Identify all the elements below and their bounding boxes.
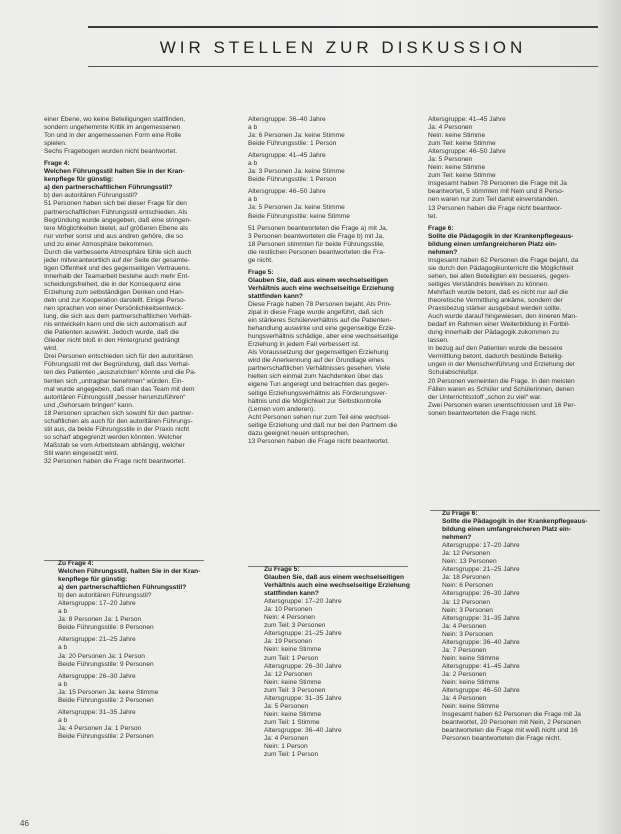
- text-line: Verhältnis auch eine wechselseitige Erziehung: [264, 582, 410, 590]
- text-line: Nein: 13 Personen: [442, 558, 497, 566]
- text-line: Praxisbezug stärker ausgebaut werden sollte.: [428, 305, 562, 313]
- text-line: Ja: 10 Personen: [264, 606, 313, 614]
- text-line: behandlung auswirke und eine gegenseitige Erzie-: [248, 325, 396, 333]
- text-line: Sechs Fragebogen wurden nicht beantwortet.: [44, 148, 178, 156]
- text-line: Altersgruppe: 21–25 Jahre: [442, 566, 520, 574]
- text-line: einer Ebene, wo keine Beteiligungen stattfinden,: [44, 116, 186, 123]
- column-3-table-question-6: [442, 510, 618, 743]
- text-line: Insgesamt haben 62 Personen die Frage mit Ja: [442, 711, 581, 719]
- text-line: Ja: 18 Personen: [442, 574, 491, 582]
- header-top-rule: [88, 26, 598, 28]
- text-line: die Patienten auswirkt. Jedoch wurde, daß die: [44, 329, 179, 337]
- text-line: Durch die verbesserte Atmosphäre fühle sich auch: [44, 248, 192, 256]
- text-line: ten des Patienten „auszurichten“ könnte und die Pa-: [44, 369, 197, 377]
- text-line: Ja: 12 Personen: [442, 550, 491, 558]
- page-title: WIR STELLEN ZUR DISKUSSION: [159, 38, 527, 57]
- text-line: Mehrfach wurde betont, daß es nicht nur auf die: [428, 288, 569, 296]
- text-line: a) den partnerschaftlichen Führungsstil?: [44, 184, 173, 192]
- text-line: Innerhalb der Teamarbeit bestehe auch mehr Ent-: [44, 272, 190, 280]
- text-line: Fällen waren es Schüler und Schülerinnen, denen: [428, 385, 574, 393]
- text-line: In bezug auf den Patienten wurde die bessere: [428, 345, 563, 353]
- text-line: seitiges Verständnis bewirken zu können.: [428, 280, 549, 288]
- text-line: Sollte die Pädagogik in der Krankenpflegeaus-: [428, 232, 574, 240]
- text-line: hungsverhältnis schädige, aber eine wechselseitige: [248, 333, 399, 341]
- text-line: 20 Personen verneinten die Frage. In den meisten: [428, 377, 575, 385]
- text-line: ein stärkeres Schülerverhältnis auf die Patienten-: [248, 317, 392, 325]
- text-line: a b: [58, 608, 68, 616]
- text-line: eigene Tun angeregt und betrachten das gegen-: [248, 381, 390, 389]
- text-line: 51 Personen haben sich bei dieser Frage für den: [44, 200, 187, 208]
- text-line: zum Teil: 1 Person: [264, 654, 319, 662]
- text-line: Vermittlung betont, dadurch bestünde Beteilig-: [428, 353, 564, 361]
- text-line: bildung einen umfangreicheren Platz ein-: [428, 240, 557, 248]
- text-line: so scharf abgegrenzt werden könnten. Welcher: [44, 433, 183, 441]
- text-line: a b: [248, 124, 258, 132]
- text-line: und zu einer Atmosphäre bekommen.: [44, 240, 154, 248]
- text-line: zum Teil: 3 Personen: [264, 686, 326, 694]
- text-line: Altersgruppe: 36–40 Jahre: [442, 638, 520, 646]
- text-line: Altersgruppe: 26–30 Jahre: [264, 662, 342, 670]
- text-line: schaftlichen als auch für den autoritären Führungs-: [44, 417, 193, 425]
- text-line: Beide Führungsstile: 9 Personen: [58, 660, 154, 668]
- text-line: beantworteten die Frage mit weiß nicht und 16: [442, 727, 578, 735]
- text-line: ge nicht.: [248, 256, 273, 264]
- text-line: beantwortet, 5 stimmten mit Nein und 8 Perso-: [428, 188, 564, 196]
- text-line: Diese Frage haben 78 Personen bejaht. Als Prin-: [248, 300, 392, 308]
- text-line: tet.: [428, 212, 438, 220]
- text-line: Ja: 20 Personen Ja: 1 Person: [58, 652, 145, 660]
- header-bottom-rule: [88, 66, 598, 67]
- text-line: Ja: 4 Personen: [442, 622, 487, 630]
- text-line: Welchen Führungsstil halten Sie in der Kran-: [44, 168, 185, 176]
- text-line: Zu Frage 5:: [264, 566, 300, 573]
- text-line: Insgesamt haben 78 Personen die Frage mit Ja: [428, 180, 567, 188]
- text-line: zum Teil: 1 Stimme: [264, 718, 320, 726]
- text-line: nehmen?: [428, 248, 458, 256]
- text-line: Glauben Sie, daß aus einem wechselseitigen: [264, 574, 404, 582]
- text-line: Beide Führungsstile: 1 Person: [248, 176, 337, 184]
- text-line: nen waren nur zum Teil damit einverstanden.: [428, 196, 560, 204]
- column-1-text: [44, 116, 234, 466]
- text-line: b) den autoritären Führungsstil?: [58, 592, 152, 600]
- text-line: spielen.: [44, 140, 67, 148]
- text-line: Ja: 2 Personen: [442, 670, 487, 678]
- text-line: Stil wann eingesetzt wird.: [44, 449, 119, 457]
- text-line: Zu Frage 4:: [58, 560, 94, 567]
- text-line: jeder mitverantwortlich auf der Seite der gesamte-: [44, 256, 190, 264]
- text-line: Führungsstil mit der Begründung, daß das Verhal-: [44, 361, 190, 369]
- text-line: theoretische Vermittlung ankäme, sondern der: [428, 297, 563, 305]
- text-line: Nein: 3 Personen: [442, 630, 493, 638]
- text-line: partnerschaftlichen Verhältnisses gesehen. Viele: [248, 365, 391, 373]
- text-line: Ja: 19 Personen: [264, 638, 313, 646]
- text-line: b) den autoritären Führungsstil?: [44, 192, 138, 200]
- text-line: Beide Führungsstile: keine Stimme: [248, 212, 350, 220]
- text-line: Verhältnis auch eine wechselseitige Erziehung: [248, 284, 394, 292]
- text-line: Ja: 5 Personen Ja: keine Stimme: [248, 204, 345, 212]
- page-number: 46: [20, 819, 29, 828]
- text-line: kenpflege für günstig:: [58, 576, 128, 584]
- text-line: a b: [58, 644, 68, 652]
- text-line: Altersgruppe: 31–35 Jahre: [442, 614, 520, 622]
- text-line: Beide Führungsstile: 2 Personen: [58, 732, 154, 740]
- text-line: Nein: keine Stimme: [264, 710, 322, 718]
- text-line: Altersgruppe: 21–25 Jahre: [58, 636, 136, 644]
- text-line: Ja: 5 Personen: [264, 702, 309, 710]
- text-line: 13 Personen haben die Frage nicht beantwortet.: [248, 437, 390, 445]
- text-line: 51 Personen beantworteten die Frage a) mit Ja,: [248, 224, 388, 232]
- text-line: ungen in der Menschenführung und Erziehung der: [428, 361, 575, 369]
- text-line: Erziehung in jedem Fall verbessert ist.: [248, 341, 360, 349]
- text-line: Sollte die Pädagogik in der Krankenpflegeaus-: [442, 518, 588, 526]
- column-1-table-question-4: [58, 560, 238, 741]
- text-line: Glauben Sie, daß aus einem wechselseitigen: [248, 276, 388, 284]
- text-line: Nein: 3 Personen: [442, 606, 493, 614]
- text-line: Altersgruppe: 31–35 Jahre: [264, 694, 342, 702]
- text-line: Altersgruppe: 17–20 Jahre: [442, 542, 520, 550]
- text-line: Altersgruppe: 17–20 Jahre: [58, 600, 136, 608]
- text-line: wird.: [44, 345, 58, 353]
- text-line: Erziehung zum selbständigen Denken und Han-: [44, 288, 185, 296]
- text-line: stattfinden kann?: [248, 292, 303, 300]
- text-line: Altersgruppe: 46–50 Jahre: [428, 148, 506, 156]
- text-line: scheidungsfreiheit, die in der Konsequenz eine: [44, 280, 181, 288]
- text-line: tigen Offenheit und des gegenseitigen Vertrauens.: [44, 264, 191, 272]
- text-line: Ja: 4 Personen Ja: 1 Person: [58, 724, 142, 732]
- text-line: Ja: 4 Personen: [442, 695, 487, 703]
- text-line: Ja: 4 Personen: [428, 124, 473, 132]
- text-line: stattfinden kann?: [264, 590, 319, 598]
- text-line: Ja: 7 Personen: [442, 646, 487, 654]
- text-line: zum Teil: keine Stimme: [428, 172, 496, 180]
- text-line: a b: [248, 160, 258, 168]
- text-line: dazu geeignet neuen entsprechen.: [248, 429, 350, 437]
- text-line: nen sprachen von einer Persönlichkeitsentwick-: [44, 305, 184, 313]
- text-line: bedarf im Rahmen einer Weiterbildung in Fortbil-: [428, 321, 571, 329]
- text-line: Ja: 5 Personen: [428, 156, 473, 164]
- text-line: Ja: 12 Personen: [442, 598, 491, 606]
- text-line: Nein: 1 Person: [264, 743, 308, 751]
- text-line: 18 Personen sprachen sich sowohl für den partner-: [44, 409, 194, 417]
- text-line: Altersgruppe: 41–45 Jahre: [442, 662, 520, 670]
- text-line: Altersgruppe: 31–35 Jahre: [58, 708, 136, 716]
- text-line: Beide Führungsstile: 8 Personen: [58, 624, 154, 632]
- text-line: Nein: keine Stimme: [442, 678, 500, 686]
- text-line: Beide Führungsstile: 1 Person: [248, 140, 337, 148]
- column-3-text: [428, 116, 616, 418]
- text-line: partnerschaftlichen Führungsstil entschieden. Als: [44, 208, 188, 216]
- text-line: hielten sich einmal zum Nachdenken über das: [248, 373, 383, 381]
- text-line: a b: [58, 680, 68, 688]
- text-line: Maßstab se vom Arbeitsteam abhängig, welcher: [44, 441, 185, 449]
- text-line: 3 Personen beantworteten die Frage b) mit Ja,: [248, 232, 384, 240]
- text-line: Als Voraussetzung der gegenseitigen Erziehung: [248, 349, 389, 357]
- text-line: Nein: keine Stimme: [442, 703, 500, 711]
- text-line: Nein: keine Stimme: [428, 164, 486, 172]
- text-line: Personen beantworteten die Frage nicht.: [442, 735, 562, 743]
- text-line: zum Teil: 1 Person: [264, 751, 319, 759]
- text-line: Drei Personen entschieden sich für den autoritären: [44, 353, 193, 361]
- text-line: deln und zur Kooperation darstellt. Einige Perso-: [44, 297, 186, 305]
- text-line: Frage 6:: [428, 224, 454, 232]
- text-line: nehmen?: [442, 534, 472, 542]
- text-line: Ja: 3 Personen Ja: keine Stimme: [248, 168, 345, 176]
- text-line: Altersgruppe: 36–40 Jahre: [264, 726, 342, 734]
- text-line: zum Teil: 3 Personen: [264, 622, 326, 630]
- text-line: Altersgruppe: 26–30 Jahre: [58, 672, 136, 680]
- text-line: Glieder nicht bloß in den Hintergrund gedrängt: [44, 337, 180, 345]
- text-line: sonen beantworteten die Frage nicht.: [428, 409, 537, 417]
- text-line: Altersgruppe: 17–20 Jahre: [264, 598, 342, 606]
- text-line: beantwortet, 20 Personen mit Nein, 2 Personen: [442, 719, 581, 727]
- text-line: Altersgruppe: 41–45 Jahre: [428, 116, 506, 123]
- text-line: 13 Personen haben die Frage nicht beantwor-: [428, 204, 563, 212]
- text-line: mal wurde angegeben, daß man das Team mit dem: [44, 385, 195, 393]
- text-line: Nein: keine Stimme: [264, 646, 322, 654]
- text-line: kenpflege für günstig:: [44, 176, 114, 184]
- text-line: Nein: keine Stimme: [264, 678, 322, 686]
- text-line: zum Teil: keine Stimme: [428, 140, 496, 148]
- text-line: Beide Führungsstile: 2 Personen: [58, 696, 154, 704]
- text-line: dung innerhalb der Pädagogik zukommen zu: [428, 329, 559, 337]
- text-line: Ja: 12 Personen: [264, 670, 313, 678]
- text-line: nis entwickeln kann und die sich automatisch auf: [44, 321, 187, 329]
- text-line: Altersgruppe: 41–45 Jahre: [248, 152, 326, 160]
- text-line: tere Möglichkeiten bietet, auf größeren Ebene als: [44, 224, 189, 232]
- text-line: bildung einen umfangreicheren Platz ein-: [442, 526, 571, 534]
- text-line: Nein: keine Stimme: [442, 654, 500, 662]
- text-line: 18 Personen stimmten für beide Führungsstile,: [248, 240, 385, 248]
- text-line: Welchen Führungsstil, halten Sie in der Kran-: [58, 568, 201, 576]
- text-line: Schulabschlußpr.: [428, 369, 479, 377]
- text-line: Nein: 6 Personen: [442, 582, 493, 590]
- text-line: Ja: 15 Personen Ja: keine Stimme: [58, 688, 159, 696]
- text-line: und „Gehorsam bringen“ kann.: [44, 401, 134, 409]
- text-line: a) den partnerschaftlichen Führungsstil?: [58, 584, 187, 592]
- text-line: Ja: 8 Personen Ja: 1 Person: [58, 616, 142, 624]
- text-line: Insgesamt haben 62 Personen die Frage bejaht, da: [428, 256, 579, 264]
- text-line: stil aus, da beide Führungsstile in der Praxis nicht: [44, 425, 190, 433]
- text-line: Auch wurde darauf hingewiesen, den inneren Man-: [428, 313, 578, 321]
- text-line: tienten sich „untragbar benehmen“ würden. Ein-: [44, 377, 184, 385]
- text-line: seitige Erziehungsverhältnis als Förderungsver-: [248, 389, 388, 397]
- text-line: sie durch den Pädagogikunterricht die Möglichkeit: [428, 264, 574, 272]
- text-line: nur vorher sonst und aus andren gehöre, die so: [44, 232, 183, 240]
- text-line: Altersgruppe: 46–50 Jahre: [442, 687, 520, 695]
- text-line: Altersgruppe: 46–50 Jahre: [248, 188, 326, 196]
- text-line: Ton und in der angemessenen Form eine Rolle: [44, 132, 182, 140]
- text-line: sondern ungehemmte Kritik im angemessenen: [44, 124, 181, 132]
- column-2-text: [248, 116, 418, 446]
- text-line: Frage 5:: [248, 268, 274, 276]
- text-line: Acht Personen sehen nur zum Teil eine wechsel-: [248, 413, 391, 421]
- text-line: a b: [248, 196, 258, 204]
- text-line: autoritären Führungsstil „besser herumzuführen“: [44, 393, 186, 401]
- text-line: Zwei Personen waren unentschlossen und 16 Per-: [428, 401, 576, 409]
- text-line: Altersgruppe: 36–40 Jahre: [248, 116, 326, 123]
- text-line: der Unterrichtsstoff „schon zu viel“ war.: [428, 393, 542, 401]
- column-2-table-question-5: [264, 566, 434, 759]
- text-line: Altersgruppe: 21–25 Jahre: [264, 630, 342, 638]
- text-line: Begründung wurde angegeben, daß eine stringen-: [44, 216, 192, 224]
- text-line: lung, die sich aus dem partnerschaftlichen Verhält-: [44, 313, 192, 321]
- text-line: Ja: 6 Personen Ja: keine Stimme: [248, 132, 345, 140]
- text-line: Altersgruppe: 26–30 Jahre: [442, 590, 520, 598]
- text-line: hältnis und die Möglichkeit zur Selbstkontrolle: [248, 397, 382, 405]
- text-line: (Lernen vom anderen).: [248, 405, 316, 413]
- text-line: 32 Personen haben die Frage nicht beantwortet.: [44, 457, 186, 465]
- text-line: Nein: keine Stimme: [428, 132, 486, 140]
- text-line: sehen, bei allen Beteiligten ein besseres, gegen-: [428, 272, 571, 280]
- text-line: seitige Erziehung und daß nur bei den Partnern die: [248, 421, 398, 429]
- text-line: Nein: 4 Personen: [264, 614, 315, 622]
- text-line: die restlichen Personen beantworteten die Fra-: [248, 248, 386, 256]
- text-line: wird die Anerkennung auf der Grundlage eines: [248, 357, 384, 365]
- text-line: Zu Frage 6:: [442, 510, 478, 517]
- text-line: zipal in diese Frage wurde angeführt, daß sich: [248, 309, 384, 317]
- text-line: a b: [58, 716, 68, 724]
- text-line: Frage 4:: [44, 160, 70, 168]
- text-line: Ja: 4 Personen: [264, 734, 309, 742]
- text-line: lassen.: [428, 337, 449, 345]
